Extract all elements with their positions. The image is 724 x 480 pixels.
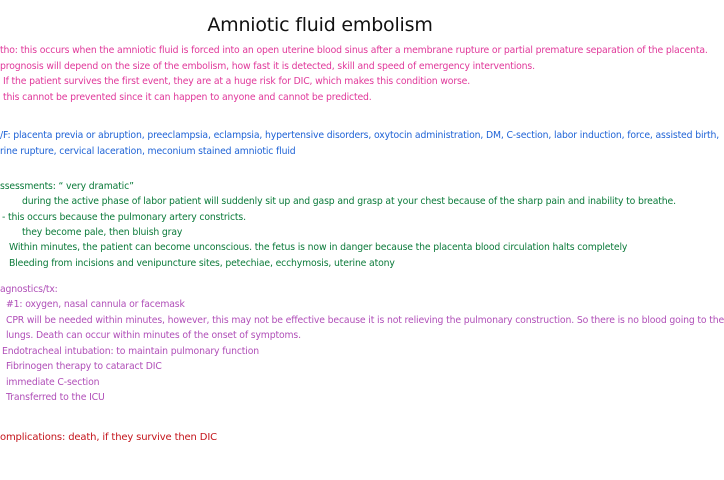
assessments-heading: ssessments: “ very dramatic” [0, 181, 134, 192]
risk-factors-line-1: /F: placenta previa or abruption, preeclampsia, eclampsia, hypertensive disorders, oxytocin administration, DM, C-section, labor induction, force, assisted birth, [0, 130, 720, 141]
assessment-item: they become pale, then bluish gray [22, 227, 183, 238]
patho-line-1: tho: this occurs when the amniotic fluid is forced into an open uterine blood sinus after a membrane rupture or partial premature separation of the placenta. [0, 45, 708, 56]
patho-line-2: prognosis will depend on the size of the embolism, how fast it is detected, skill and speed of emergency interventions. [0, 61, 535, 72]
diagnostic-item: #1: oxygen, nasal cannula or facemask [6, 299, 185, 310]
assessment-item: - this occurs because the pulmonary artery constricts. [2, 212, 246, 223]
risk-factors-line-2: rine rupture, cervical laceration, meconium stained amniotic fluid [0, 146, 296, 157]
assessment-item: during the active phase of labor patient will suddenly sit up and gasp and grasp at your chest because of the sharp pain and inability to breathe. [22, 196, 676, 207]
diagnostic-item: Transferred to the ICU [6, 392, 105, 403]
assessment-item: Within minutes, the patient can become unconscious. the fetus is now in danger because the placenta blood circulation halts completely [9, 242, 628, 253]
assessment-item: Bleeding from incisions and venipuncture sites, petechiae, ecchymosis, uterine atony [9, 258, 395, 269]
patho-line-3: If the patient survives the first event, they are at a huge risk for DIC, which makes this condition worse. [3, 76, 471, 87]
diagnostic-item: Endotracheal intubation: to maintain pulmonary function [2, 346, 259, 357]
patho-line-4: this cannot be prevented since it can happen to anyone and cannot be predicted. [3, 92, 372, 103]
complications-line: omplications: death, if they survive then DIC [0, 432, 217, 443]
diagnostic-item: CPR will be needed within minutes, however, this may not be effective because it is not relieving the pulmonary construction. So there is no blood going to the [6, 315, 724, 326]
page-title: Amniotic fluid embolism [207, 14, 433, 36]
diagnostic-item: Fibrinogen therapy to cataract DIC [6, 361, 162, 372]
diagnostic-item: immediate C-section [6, 377, 100, 388]
diagnostic-item: lungs. Death can occur within minutes of the onset of symptoms. [6, 330, 301, 341]
diagnostics-heading: agnostics/tx: [0, 284, 58, 295]
